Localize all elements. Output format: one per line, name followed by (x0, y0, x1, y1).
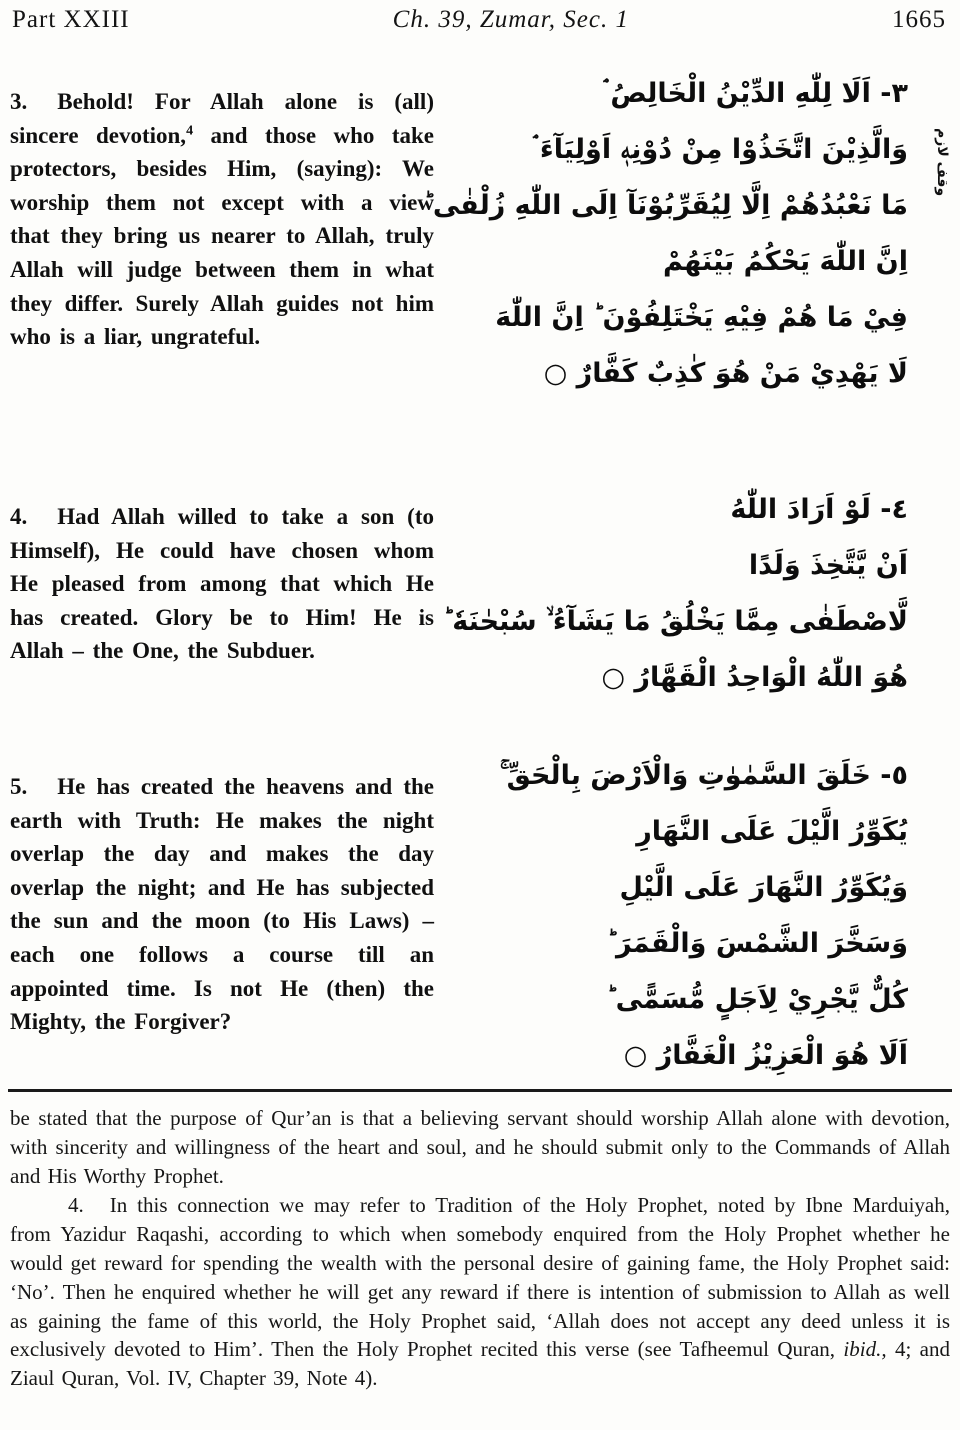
footnote-4-text: In this connection we may refer to Tradition of the Holy Prophet, noted by Ibne Marduiyah, from Yazidur Raqashi, according to which when somebody enquired from the Holy Prophet whether he would get reward for spending the wealth with the personal desire of gaining fame, the Holy Prophet said: ‘No’. Then he enquired whether he will get any reward if there is intention of submission to Allah as well as gaining the fame of this world, the Holy Prophet said, ‘Allah does not accept any deed unless it is exclusively devoted to Him’. Then the Holy Prophet recited this verse (see Tafheemul Quran, (10, 1193, 950, 1362)
arabic-line: وَالَّذِيْنَ اتَّخَذُوْا مِنْ دُوْنِهٖ اَوْلِيَآءَ ۘ (533, 134, 908, 165)
verse-3-text-before-ref: Behold! For Allah alone is (all) sincere devotion, (10, 89, 434, 148)
verse-3-text-after-ref: and those who take protectors, besides Him, (saying): We worship them not except with a view that they bring us nearer to Allah, truly Allah will judge between them in what they differ. Surely Allah guides not him who is a liar, ungrateful. (10, 122, 434, 350)
verse-4-english (10, 500, 434, 668)
arabic-line: ٥- خَلَقَ السَّمٰوٰتِ وَالْاَرْضَ بِالْحَقِّ ۚ (499, 760, 908, 791)
verse-3-english (10, 85, 434, 354)
margin-note: وقف لازم (934, 128, 950, 197)
footnote-reference-4: 4 (186, 122, 194, 138)
verse-5-english (10, 770, 434, 1039)
header-part-label: Part XXIII (12, 6, 130, 33)
verse-5-number: 5. (10, 774, 28, 799)
arabic-line: ٣- اَلَا لِلّٰهِ الدِّيْنُ الْخَالِصُ ۘ (603, 78, 908, 109)
page-header (12, 6, 946, 34)
footnote-4-text-end: 4; and Ziaul Quran, Vol. IV, Chapter 39, Note 4). (10, 1337, 950, 1391)
footnote-4-number: 4. (68, 1193, 84, 1218)
footnote-4-ibid: ibid., (843, 1337, 887, 1362)
footnote-4 (10, 1191, 950, 1393)
arabic-line: لَّاصْطَفٰى مِمَّا يَخْلُقُ مَا يَشَآءُ ۙ سُبْحٰنَهٗ ؕ (442, 606, 908, 637)
verse-4-arabic (438, 482, 908, 706)
arabic-line: لَا يَهْدِيْ مَنْ هُوَ كٰذِبٌ كَفَّارٌ ○ (543, 358, 908, 389)
verse-3-number: 3. (10, 89, 28, 114)
verse-5-arabic (438, 748, 908, 1084)
verse-4-text: Had Allah willed to take a son (to Himself), He could have chosen whom He pleased from among that which He has created. Glory be to Him! He is Allah – the One, the Subduer. (10, 504, 434, 664)
footnote-divider-rule (8, 1089, 952, 1092)
arabic-line: مَا نَعْبُدُهُمْ اِلَّا لِيُقَرِّبُوْنَآ اِلَى اللّٰهِ زُلْفٰى ؕ (423, 190, 908, 221)
arabic-line: ٤- لَوْ اَرَادَ اللّٰهُ (730, 494, 908, 525)
arabic-line: كُلٌّ يَّجْرِيْ لِاَجَلٍ مُّسَمًّى ؕ (606, 984, 908, 1015)
arabic-line: وَسَخَّرَ الشَّمْسَ وَالْقَمَرَ ؕ (606, 928, 908, 959)
arabic-line: هُوَ اللّٰهُ الْوَاحِدُ الْقَهَّارُ ○ (601, 662, 908, 693)
verse-4-number: 4. (10, 504, 28, 529)
arabic-line: يُكَوِّرُ الَّيْلَ عَلَى النَّهَارِ (636, 816, 908, 847)
verse-3-arabic (423, 66, 908, 402)
header-chapter-title: Ch. 39, Zumar, Sec. 1 (392, 6, 629, 33)
arabic-line: فِيْ مَا هُمْ فِيْهِ يَخْتَلِفُوْنَ ؕ اِنَّ اللّٰهَ (495, 302, 908, 333)
footnotes-section (10, 1104, 950, 1393)
footnote-continuation: be stated that the purpose of Qur’an is that a believing servant should worship Allah alone with devotion, with sincerity and willingness of the heart and soul, and he should submit only to the Commands of Allah and His Worthy Prophet. (10, 1106, 950, 1188)
arabic-line: اَنْ يَّتَّخِذَ وَلَدًا (748, 550, 908, 581)
arabic-line: وَيُكَوِّرُ النَّهَارَ عَلَى الَّيْلِ (619, 872, 908, 903)
arabic-line: اِنَّ اللّٰهَ يَحْكُمُ بَيْنَهُمْ (663, 246, 908, 277)
arabic-line: اَلَا هُوَ الْعَزِيْزُ الْغَفَّارُ ○ (623, 1040, 908, 1071)
verse-5-text: He has created the heavens and the earth with Truth: He makes the night overlap the day and makes the day overlap the night; and He has subjected the sun and the moon (to His Laws) – each one follows a course till an appointed time. Is not He (then) the Mighty, the Forgiver? (10, 774, 434, 1035)
header-page-number: 1665 (892, 6, 946, 33)
